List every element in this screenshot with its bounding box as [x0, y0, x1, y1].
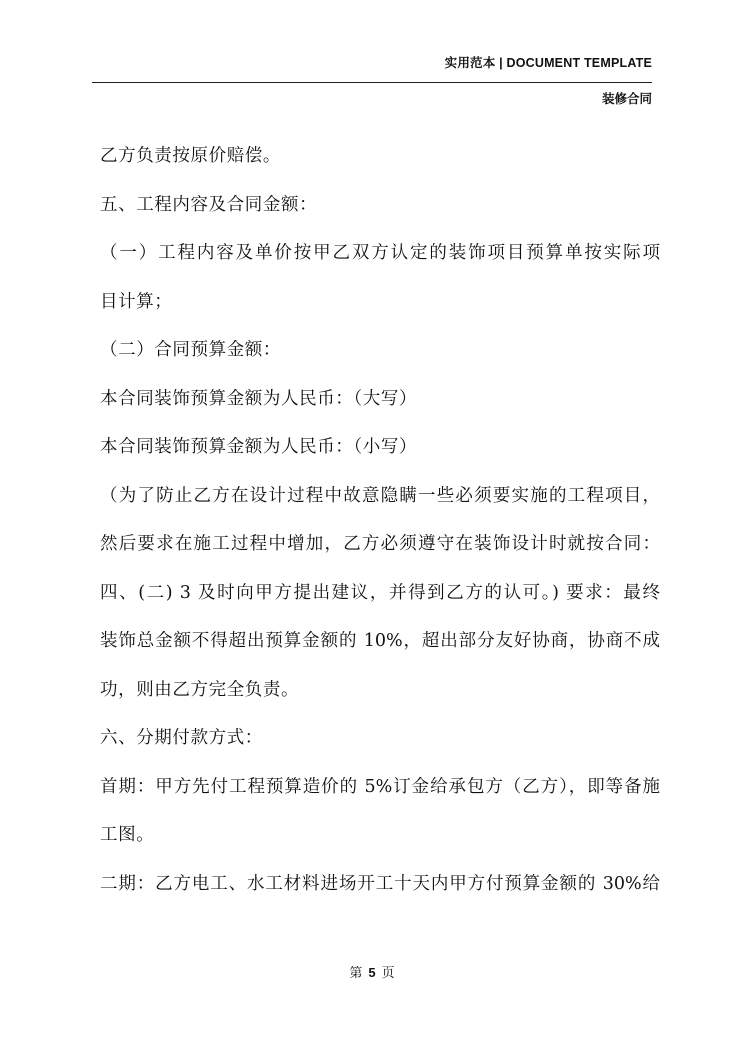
body-line: 然后要求在施工过程中增加，乙方必须遵守在装饰设计时就按合同：: [100, 534, 660, 554]
section-heading-5: 五、工程内容及合同金额：: [100, 194, 318, 215]
body-line: 功，则由乙方完全负责。: [100, 679, 300, 700]
body-line: （为了防止乙方在设计过程中故意隐瞒一些必须要实施的工程项目，: [100, 485, 660, 506]
body-line: 装饰总金额不得超出预算金额的 10%，超出部分友好协商，协商不成: [100, 631, 660, 651]
page-prefix: 第: [349, 966, 363, 981]
body-line: （二）合同预算金额：: [100, 340, 281, 360]
body-line: 首期：甲方先付工程预算造价的 5%订金给承包方（乙方），即等备施: [100, 776, 660, 797]
page-footer: [0, 962, 744, 981]
section-heading-6: 六、分期付款方式：: [100, 728, 263, 748]
header-divider: [92, 82, 652, 83]
page-suffix: 页: [381, 966, 395, 981]
body-line: 本合同装饰预算金额为人民币：（大写）: [100, 388, 418, 409]
body-line: 工图。: [100, 825, 155, 845]
body-line: （一）工程内容及单价按甲乙双方认定的装饰项目预算单按实际项: [100, 243, 660, 263]
body-line: 乙方负责按原价赔偿。: [100, 146, 281, 166]
body-line: 目计算；: [100, 291, 173, 312]
body-line: 二期：乙方电工、水工材料进场开工十天内甲方付预算金额的 30%给: [100, 873, 660, 894]
body-line: 四、(二) 3 及时向甲方提出建议，并得到乙方的认可。) 要求：最终: [100, 582, 660, 603]
page-number: 5: [368, 965, 376, 980]
document-body: [100, 138, 660, 914]
document-type-label: 装修合同: [601, 92, 652, 106]
header-title: 实用范本 | DOCUMENT TEMPLATE: [444, 56, 652, 70]
body-line: 本合同装饰预算金额为人民币：（小写）: [100, 437, 418, 457]
